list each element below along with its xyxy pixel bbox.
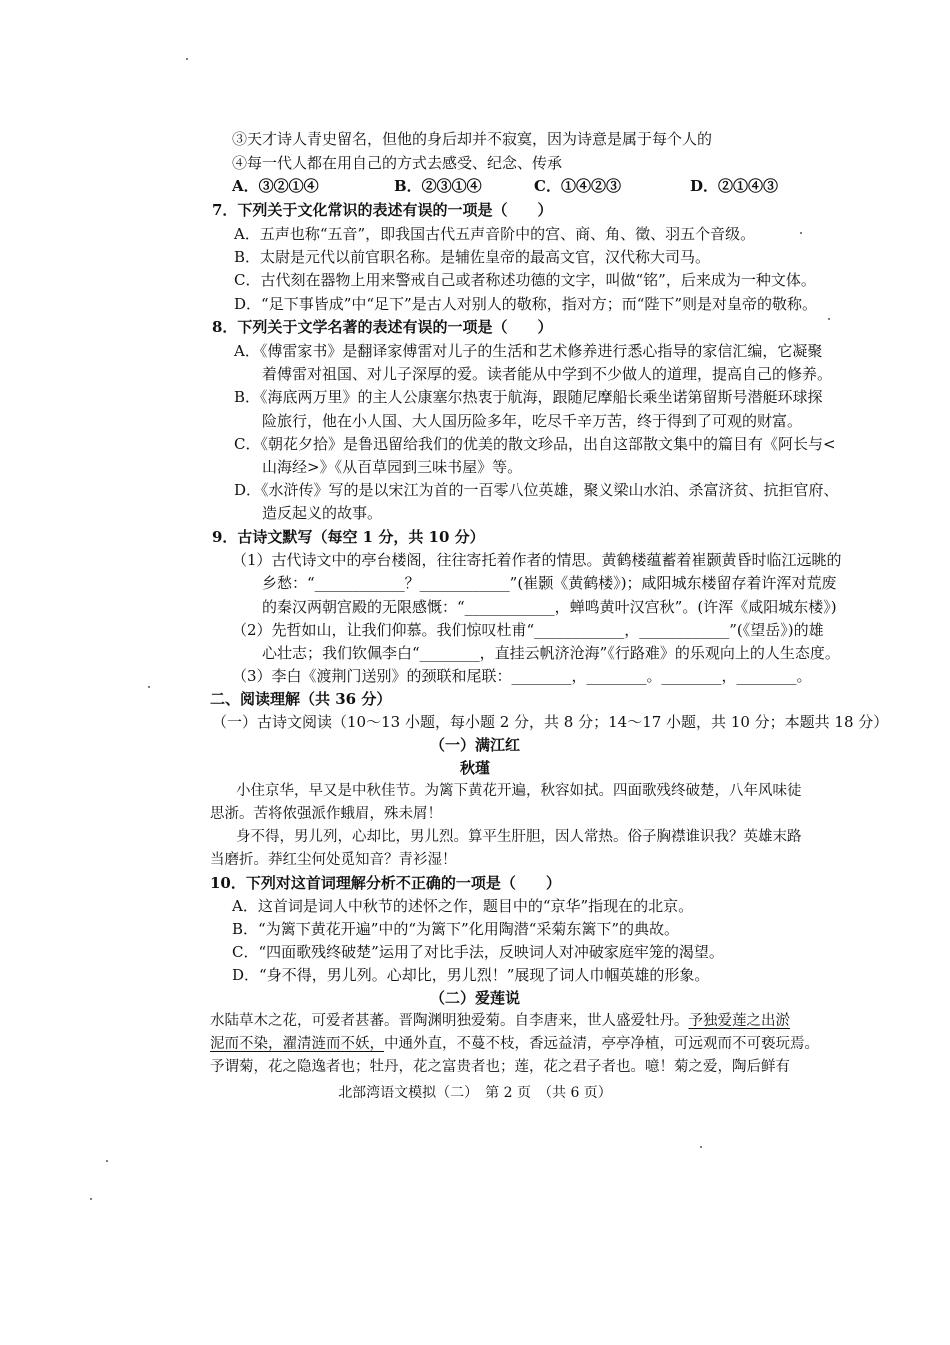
page-footer: 北部湾语文模拟（二） 第 2 页 （共 6 页） [338,1085,612,1101]
q9-part1-line1: （1）古代诗文中的亭台楼阁，往往寄托着作者的情思。黄鹤楼蕴蓄着崔颢黄昏时临江远眺的 [232,551,842,569]
essay-line-1-underlined: 予独爱莲之出淤 [688,1013,790,1029]
q6-sentence-4: ④每一代人都在用自己的方式去感受、纪念、传承 [232,154,563,172]
q9-stem: 9．古诗文默写（每空 1 分，共 10 分） [212,528,485,546]
essay-line-1 [210,1010,790,1032]
q7-option-b: B．太尉是元代以前官职名称。是辅佐皇帝的最高文官，汉代称大司马。 [234,248,711,266]
scan-speck [90,1198,92,1200]
scan-speck [800,232,802,234]
scan-speck [700,1146,702,1148]
q6-option-c: C．①④②③ [534,177,621,195]
q9-part3: （3）李白《渡荆门送别》的颈联和尾联：________，________。________，________。 [232,667,812,685]
q8-option-c-line1: C．《朝花夕拾》是鲁迅留给我们的优美的散文珍品，出自这部散文集中的篇目有《阿长与< [234,435,836,453]
poem-line-3: 身不得，男儿列，心却比，男儿烈。算平生肝胆，因人常热。俗子胸襟谁识我？英雄末路 [236,829,802,845]
essay-line-3: 予谓菊，花之隐逸者也；牡丹，花之富贵者也；莲，花之君子者也。噫！菊之爱，陶后鲜有 [210,1059,790,1075]
scan-speck [148,686,150,688]
q8-stem: 8．下列关于文学名著的表述有误的一项是（ ） [212,318,553,336]
q8-option-b-line2: 险旅行，他在小人国、大人国历险多年，吃尽千辛万苦，终于得到了可观的财富。 [262,412,803,430]
q8-option-a-line2: 着傅雷对祖国、对儿子深厚的爱。读者能从中学到不少做人的道理，提高自己的修养。 [262,365,833,383]
essay-line-2-text: 中通外直，不蔓不枝，香远益清，亭亭净植，可远观而不可亵玩焉。 [384,1036,819,1052]
poem-line-2: 思浙。苦将侬强派作蛾眉，殊未屑！ [210,806,442,822]
q6-option-d: D．②①④③ [690,177,779,195]
essay-line-1-text: 水陆草木之花，可爱者甚蕃。晋陶渊明独爱菊。自李唐来，世人盛爱牡丹。 [210,1013,689,1029]
q10-option-b: B．“为篱下黄花开遍”中的“为篱下”化用陶潜“采菊东篱下”的典故。 [232,920,680,938]
scan-speck [106,1160,108,1162]
scan-speck [828,318,830,320]
q8-option-d-line1: D．《水浒传》写的是以宋江为首的一百零八位英雄，聚义梁山水泊、杀富济贫、抗拒官府、 [234,481,839,499]
section2-title: 二、阅读理解（共 36 分） [210,690,392,708]
q9-part2-line2: 心壮志；我们钦佩李白“________，直挂云帆济沧海”《行路难》的乐观向上的人生态度。 [262,644,840,662]
poem-line-1: 小住京华，早又是中秋佳节。为篱下黄花开遍，秋容如拭。四面歌残终破楚，八年风味徒 [236,783,802,799]
q10-option-d: D．“身不得，男儿列。心却比，男儿烈！”展现了词人巾帼英雄的形象。 [232,966,710,984]
poem-line-4: 当磨折。莽红尘何处觅知音？青衫湿！ [210,852,457,868]
q7-option-c: C．古代刻在器物上用来警戒自己或者称述功德的文字，叫做“铭”，后来成为一种文体。 [234,271,816,289]
q8-option-d-line2: 造反起义的故事。 [262,504,383,522]
q6-sentence-3: ③天才诗人青史留名，但他的身后却并不寂寞，因为诗意是属于每个人的 [232,130,713,148]
q9-part2-line1: （2）先哲如山，让我们仰慕。我们惊叹杜甫“____________，____________”(《望岳》)的雄 [232,621,824,639]
q8-option-a-line1: A．《傅雷家书》是翻译家傅雷对儿子的生活和艺术修养进行悉心指导的家信汇编，它凝聚 [234,342,823,360]
scan-speck [186,58,188,60]
q6-option-b: B．②③①④ [394,177,482,195]
q10-option-a: A．这首词是词人中秋节的述怀之作，题目中的“京华”指现在的北京。 [232,897,694,915]
q7-stem: 7．下列关于文化常识的表述有误的一项是（ ） [212,201,553,219]
q7-option-a: A．五声也称“五音”，即我国古代五声音阶中的宫、商、角、徵、羽五个音级。 [234,225,756,243]
essay-title: （二）爱莲说 [429,989,520,1007]
section2-subtitle: （一）古诗文阅读（10～13 小题，每小题 2 分，共 8 分；14～17 小题，共 10 分；本题共 18 分） [212,713,889,731]
poem-author: 秋瑾 [459,759,490,777]
essay-line-2 [210,1033,819,1055]
poem-title: （一）满江红 [429,736,520,754]
q8-option-c-line2: 山海经>》《从百草园到三味书屋》等。 [262,458,523,476]
q6-option-a: A．③②①④ [232,177,319,195]
q9-part1-line3: 的秦汉两朝宫殿的无限感慨：“____________，蝉鸣黄叶汉宫秋”。(许浑《咸阳城东楼》) [262,598,837,616]
essay-line-2-underlined: 泥而不染，濯清涟而不妖， [210,1036,384,1052]
q10-stem: 10．下列对这首词理解分析不正确的一项是（ ） [210,874,561,892]
q7-option-d: D．“足下事皆成”中“足下”是古人对别人的敬称，指对方；而“陛下”则是对皇帝的敬称。 [234,295,818,313]
q8-option-b-line1: B．《海底两万里》的主人公康塞尔热衷于航海，跟随尼摩船长乘坐诺第留斯号潜艇环球探 [234,388,823,406]
q9-part1-line2: 乡愁：“____________？____________”(崔颢《黄鹤楼》)；咸阳城东楼留存着许浑对荒废 [262,574,837,592]
q10-option-c: C．“四面歌残终破楚”运用了对比手法，反映词人对冲破家庭牢笼的渴望。 [232,943,724,961]
